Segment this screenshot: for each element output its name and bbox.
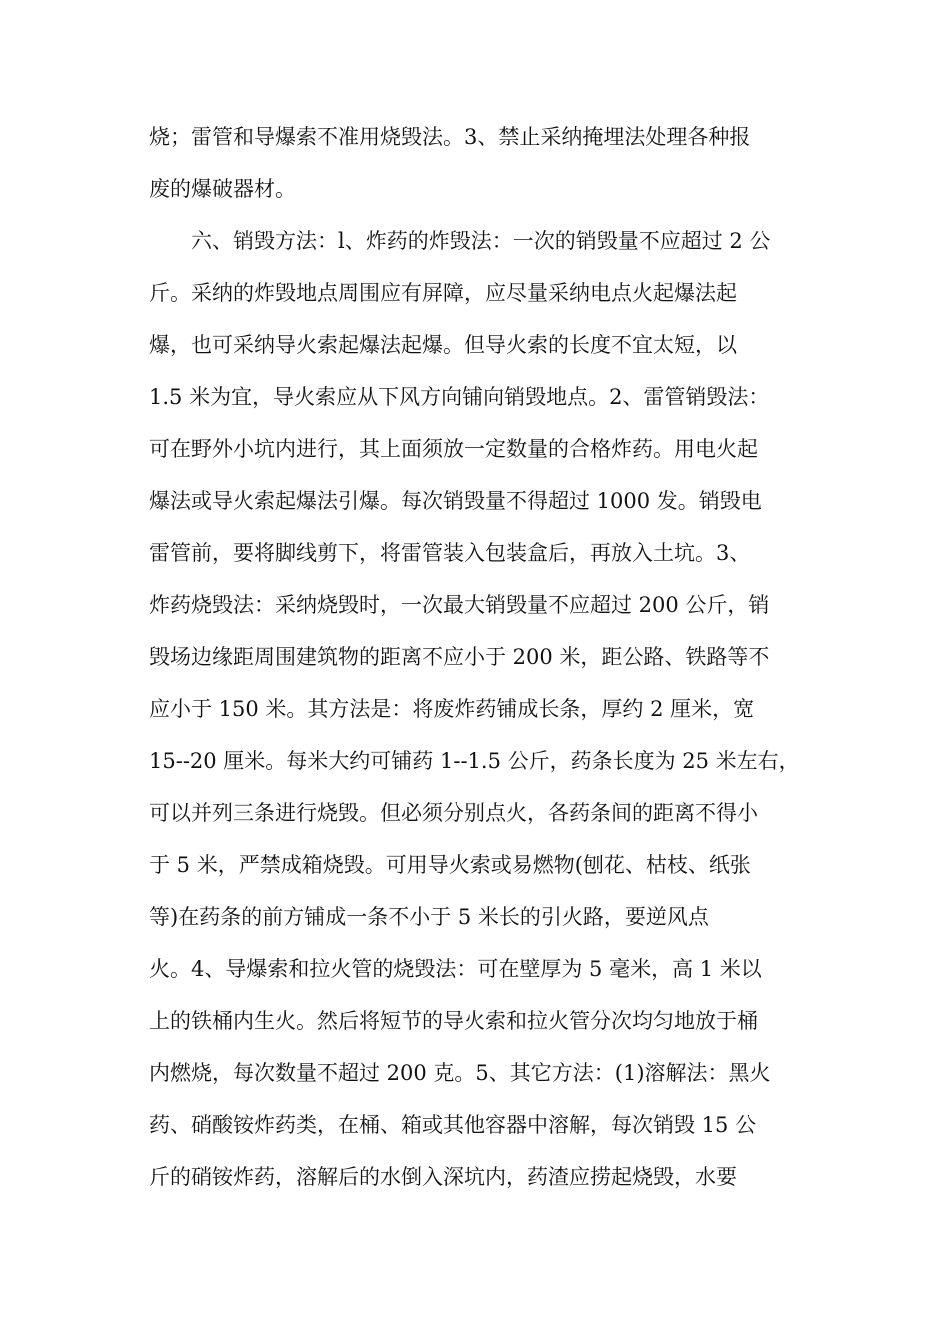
text-line: 1.5 米为宜，导火索应从下风方向铺向销毁地点。2、雷管销毁法： (149, 385, 770, 409)
text-line: 废的爆破器材。 (149, 177, 296, 201)
text-line: 上的铁桶内生火。然后将短节的导火索和拉火管分次均匀地放于桶 (149, 1009, 758, 1033)
text-line: 等)在药条的前方铺成一条不小于 5 米长的引火路，要逆风点 (149, 905, 709, 929)
text-line: 药、硝酸铵炸药类，在桶、箱或其他容器中溶解，每次销毁 15 公 (149, 1113, 757, 1137)
text-line: 斤。采纳的炸毁地点周围应有屏障，应尽量采纳电点火起爆法起 (149, 281, 737, 305)
text-line: 于 5 米，严禁成箱烧毁。可用导火索或易燃物(刨花、枯枝、纸张 (149, 853, 751, 877)
text-line: 炸药烧毁法：采纳烧毁时，一次最大销毁量不应超过 200 公斤，销 (149, 593, 770, 617)
text-line: 15--20 厘米。每米大约可铺药 1--1.5 公斤，药条长度为 25 米左右， (149, 749, 800, 773)
text-line: 斤的硝铵炸药，溶解后的水倒入深坑内，药渣应捞起烧毁，水要 (149, 1165, 737, 1189)
text-line: 爆，也可采纳导火索起爆法起爆。但导火索的长度不宜太短，以 (149, 333, 737, 357)
text-line: 可以并列三条进行烧毁。但必须分别点火，各药条间的距离不得小 (149, 801, 758, 825)
text-line: 爆法或导火索起爆法引爆。每次销毁量不得超过 1000 发。销毁电 (149, 489, 762, 513)
text-line: 雷管前，要将脚线剪下，将雷管装入包装盒后，再放入土坑。3、 (149, 541, 751, 565)
text-line: 应小于 150 米。其方法是：将废炸药铺成长条，厚约 2 厘米，宽 (149, 697, 755, 721)
text-line: 可在野外小坑内进行，其上面须放一定数量的合格炸药。用电火起 (149, 437, 758, 461)
text-line: 火。4、导爆索和拉火管的烧毁法：可在壁厚为 5 毫米，高 1 米以 (149, 957, 762, 981)
text-line: 六、销毁方法：l、炸药的炸毁法：一次的销毁量不应超过 2 公 (191, 229, 771, 253)
text-line: 毁场边缘距周围建筑物的距离不应小于 200 米，距公路、铁路等不 (149, 645, 770, 669)
text-line: 烧；雷管和导爆索不准用烧毁法。3、禁止采纳掩埋法处理各种报 (149, 125, 751, 149)
text-line: 内燃烧，每次数量不超过 200 克。5、其它方法：(1)溶解法：黑火 (149, 1061, 771, 1085)
